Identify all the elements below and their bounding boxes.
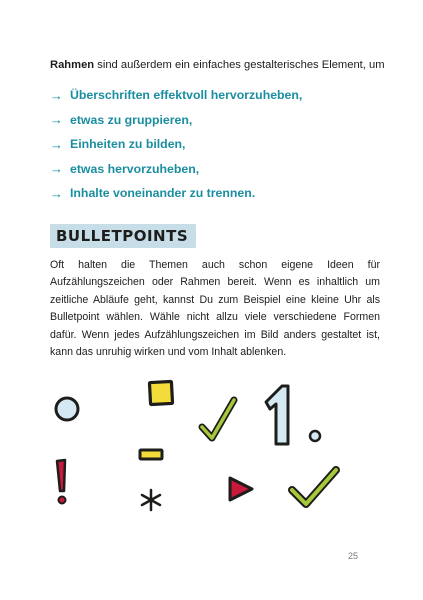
dot-icon bbox=[310, 431, 320, 441]
list-item bbox=[50, 157, 380, 182]
circle-icon bbox=[56, 398, 78, 420]
exclamation-icon bbox=[57, 460, 66, 504]
green-check-large-icon bbox=[292, 470, 336, 504]
arrow-icon: → bbox=[50, 87, 63, 103]
bulletpoint-illustration bbox=[40, 372, 380, 532]
list-item-text: etwas hervorzuheben, bbox=[70, 161, 200, 176]
list-item-text: etwas zu gruppieren, bbox=[70, 112, 193, 127]
number-one-icon bbox=[266, 386, 288, 444]
list-item-text: Überschriften effektvoll hervorzuheben, bbox=[70, 88, 303, 103]
triangle-icon bbox=[230, 478, 252, 500]
intro-text bbox=[50, 58, 385, 73]
arrow-icon: → bbox=[50, 185, 63, 201]
intro-rest: sind außerdem ein einfaches gestalterisches Element, um bbox=[94, 59, 385, 71]
body-paragraph: Oft halten die Themen auch schon eigene Ideen für Aufzählungszeichen oder Rahmen bereit. Wenn es inhaltlich um zeitliche Abläufe geht, kannst Du zum Beispiel eine kleine Uhr als Bulletpoint wählen. Wähle nicht allzu viele verschiedene Formen dafür. Wenn jedes Aufzählungszeichen im Bild anders gestaltet ist, kann das unruhig wirken und vom Inhalt ablenken. bbox=[50, 259, 380, 359]
page-number: 25 bbox=[348, 551, 359, 561]
list-item bbox=[50, 181, 380, 206]
arrow-icon: → bbox=[50, 161, 63, 177]
list-item-text: Inhalte voneinander zu trennen. bbox=[70, 186, 256, 201]
arrow-icon: → bbox=[50, 136, 63, 152]
section-heading: BULLETPOINTS bbox=[50, 224, 196, 248]
green-check-icon bbox=[202, 400, 234, 438]
intro-bold-word: Rahmen bbox=[50, 59, 95, 71]
list-item bbox=[50, 83, 380, 108]
list-item bbox=[50, 108, 380, 133]
asterisk-icon bbox=[142, 490, 160, 510]
list-item-text: Einheiten zu bilden, bbox=[70, 137, 186, 152]
dash-icon bbox=[140, 450, 162, 459]
yellow-square-icon bbox=[149, 381, 172, 404]
list-item bbox=[50, 132, 380, 157]
bullet-list bbox=[50, 83, 380, 206]
arrow-icon: → bbox=[50, 112, 63, 128]
